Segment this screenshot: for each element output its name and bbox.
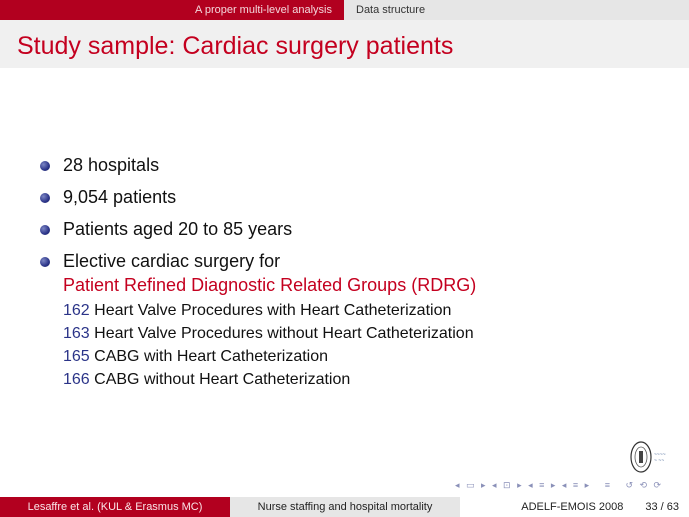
rdrg-code: 165: [63, 348, 90, 365]
bullet-text: Patients aged 20 to 85 years: [63, 219, 293, 239]
nav-subsection-link[interactable]: [344, 0, 689, 20]
footer-page-number: 33 / 63: [645, 501, 679, 513]
footer-bar: [0, 497, 689, 517]
rdrg-label: Heart Valve Procedures with Heart Catheterization: [94, 302, 452, 319]
rdrg-label: Heart Valve Procedures without Heart Catheterization: [94, 325, 474, 342]
footer-authors: Lesaffre et al. (KUL & Erasmus MC): [0, 497, 230, 517]
bullet-item-hospitals: [40, 153, 476, 185]
rdrg-code: 163: [63, 325, 90, 342]
beamer-navigation-icons[interactable]: ◂ ▭ ▸ ◂ ⊡ ▸ ◂ ≡ ▸ ◂ ≡ ▸ ≡ ↺ ⟲ ⟳: [455, 480, 664, 490]
rdrg-label: CABG with Heart Catheterization: [94, 348, 329, 365]
bullet-list: [40, 153, 476, 391]
seal-caption-icon: ~~~~ ~ ~~: [654, 452, 666, 464]
nav-subsection-label: Data structure: [356, 4, 426, 16]
rdrg-group-item: [63, 299, 476, 322]
bullet-item-age: [40, 217, 476, 249]
rdrg-label: CABG without Heart Catheterization: [94, 371, 351, 388]
bullet-icon: [40, 225, 50, 235]
rdrg-code: 162: [63, 302, 90, 319]
bullet-icon: [40, 161, 50, 171]
section-navigation-bar: [0, 0, 689, 20]
footer-event: ADELF-EMOIS 2008: [521, 501, 624, 513]
rdrg-code: 166: [63, 371, 90, 388]
bullet-item-patients: [40, 185, 476, 217]
university-seal-icon: [630, 440, 652, 474]
rdrg-group-item: [63, 368, 476, 391]
bullet-item-elective: [40, 249, 476, 391]
bullet-icon: [40, 257, 50, 267]
bullet-text: 28 hospitals: [63, 155, 160, 175]
nav-section-label: A proper multi-level analysis: [195, 4, 332, 16]
footer-talk-title: Nurse staffing and hospital mortality: [230, 497, 460, 517]
rdrg-group-list: [63, 299, 476, 391]
slide-title: Study sample: Cardiac surgery patients: [17, 32, 454, 60]
rdrg-line: Patient Refined Diagnostic Related Groups (RDRG): [63, 275, 477, 295]
footer-right: [460, 497, 689, 517]
rdrg-group-item: [63, 322, 476, 345]
nav-section-link[interactable]: [0, 0, 344, 20]
bullet-icon: [40, 193, 50, 203]
elective-line: Elective cardiac surgery for: [63, 251, 281, 271]
bullet-text: 9,054 patients: [63, 187, 177, 207]
rdrg-group-item: [63, 345, 476, 368]
